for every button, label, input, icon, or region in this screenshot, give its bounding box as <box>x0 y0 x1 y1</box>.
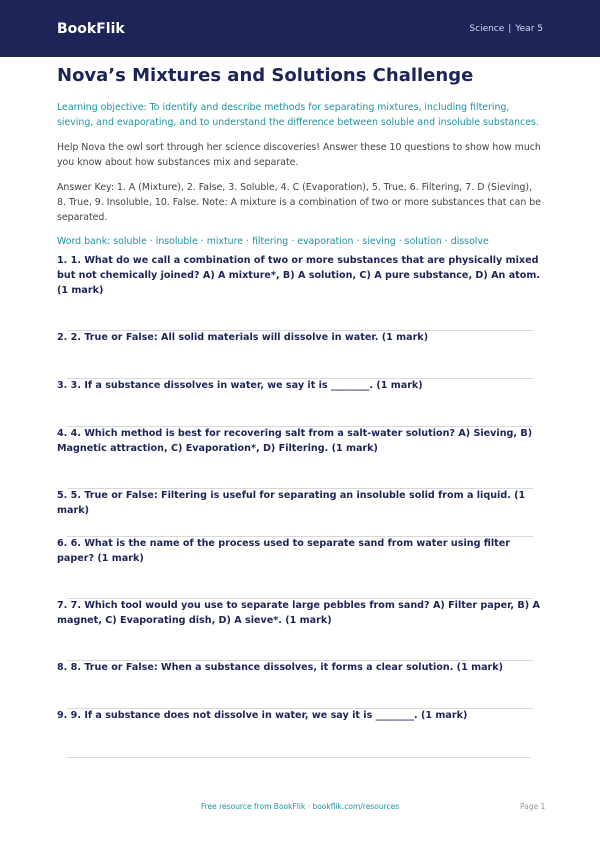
page-title: Nova’s Mixtures and Solutions Challenge <box>57 65 474 86</box>
subject-label: Science <box>469 23 505 34</box>
answer-key: Answer Key: 1. A (Mixture), 2. False, 3. Soluble, 4. C (Evaporation), 5. True, 6. Filtering, 7. D (Sieving), 8. True, 9. Insoluble, 10. False. Note: A mixture is a combination of two or more substances that can be separated. <box>57 182 541 223</box>
question-1: 1. 1. What do we call a combination of two or more substances that are physically mixed but not chemically joined? A) A mixture*, B) A solution, C) A pure substance, D) An atom. (1 mark) <box>57 255 540 296</box>
question-3: 3. 3. If a substance dissolves in water, we say it is ________. (1 mark) <box>57 380 423 391</box>
intro-text: Help Nova the owl sort through her science discoveries! Answer these 10 questions to show how much you know about how substances mix and separate. <box>57 142 541 168</box>
answer-line-9[interactable] <box>67 757 531 758</box>
question-8: 8. 8. True or False: When a substance dissolves, it forms a clear solution. (1 mark) <box>57 662 504 673</box>
questions-list <box>57 0 546 848</box>
question-4: 4. 4. Which method is best for recovering salt from a salt-water solution? A) Sieving, B) Magnetic attraction, C) Evaporation*, D) Filtering. (1 mark) <box>57 428 533 454</box>
question-9: 9. 9. If a substance does not dissolve in water, we say it is ________. (1 mark) <box>57 710 468 721</box>
footer-text[interactable]: Free resource from BookFlik · bookflik.com/resources <box>200 802 400 811</box>
question-7: 7. 7. Which tool would you use to separate large pebbles from sand? A) Filter paper, B) A magnet, C) Evaporating dish, D) A sieve*. (1 mark) <box>57 600 540 626</box>
learning-objective: Learning objective: To identify and describe methods for separating mixtures, including filtering, sieving, and evaporating, and to understand the difference between soluble and insoluble substances. <box>57 102 539 128</box>
question-6: 6. 6. What is the name of the process used to separate sand from water using filter paper? (1 mark) <box>57 538 511 564</box>
word-bank: Word bank: soluble · insoluble · mixture · filtering · evaporation · sieving · solution · dissolve <box>57 236 489 247</box>
year-label: Year 5 <box>515 23 543 34</box>
page-number: Page 1 <box>520 802 546 811</box>
brand-logo[interactable]: BookFlik <box>57 20 125 37</box>
question-5: 5. 5. True or False: Filtering is useful for separating an insoluble solid from a liquid. (1 mark) <box>57 490 526 516</box>
question-2: 2. 2. True or False: All solid materials will dissolve in water. (1 mark) <box>57 332 429 343</box>
separator: | <box>508 23 512 34</box>
